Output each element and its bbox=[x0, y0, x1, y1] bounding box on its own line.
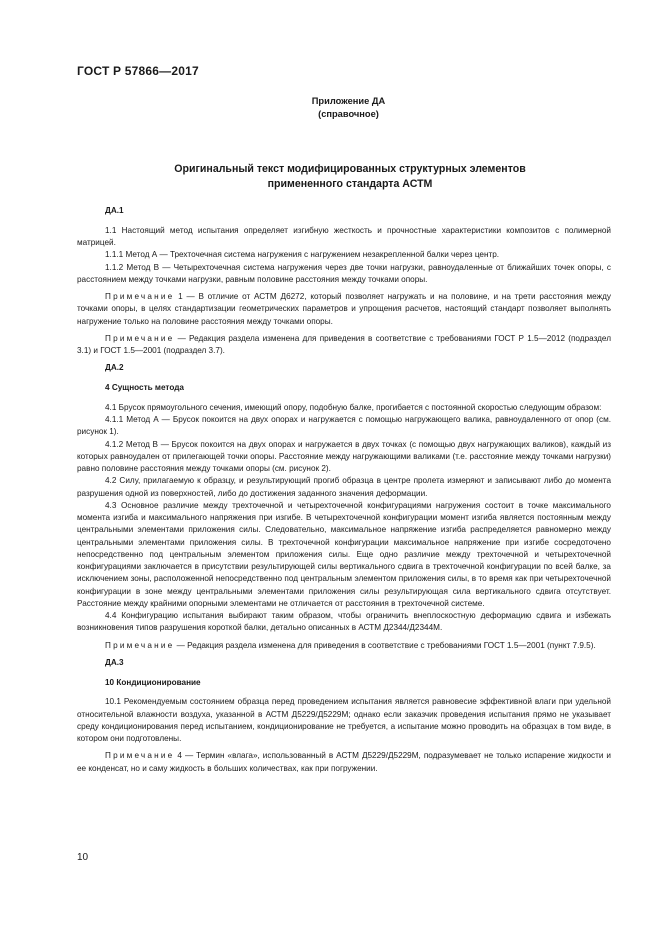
annex-kind: (справочное) bbox=[318, 109, 379, 119]
annex-title: Приложение ДА bbox=[311, 96, 386, 106]
note-4-text: 4 — Термин «влага», использованный в АСТМ Д5229/Д5229М, подразумевает не только испарение жидкости и ее конденсат, но и саму жидкость в больших количествах, как при погружении. bbox=[77, 751, 611, 773]
standard-header: ГОСТ Р 57866—2017 bbox=[77, 64, 199, 78]
note-3-text: — Редакция раздела изменена для приведения в соответствие с требованиями ГОСТ 1.5—2001 (пункт 7.9.5). bbox=[174, 640, 596, 650]
page-number: 10 bbox=[77, 852, 89, 863]
paragraph-1-1-2: 1.1.2 Метод В — Четырехточечная система нагружения через две точки нагрузки, равноудаленные от ближайших точек опоры, с расстоянием между точками нагрузки, равным половине расстояния между точками опоры. bbox=[77, 262, 611, 284]
note-1 bbox=[77, 291, 611, 328]
note-3-label: Примечание bbox=[105, 640, 175, 650]
paragraph-4-1: 4.1 Брусок прямоугольного сечения, имеющий опору, подобную балке, прогибается с постоянной скоростью следующим образом: bbox=[105, 402, 602, 412]
paragraph-4-4: 4.4 Конфигурацию испытания выбирают таким образом, чтобы ограничить внеплоскостную деформацию сдвига и избежать возникновения типов разрушения короткой балки, детально описанных в АСТМ Д2344/Д2344М. bbox=[77, 611, 611, 633]
section-da2: ДА.2 bbox=[105, 363, 124, 373]
paragraph-4-1-1: 4.1.1 Метод А — Брусок покоится на двух опорах и нагружается с помощью нагружающего валика, равноудаленного от опор (см. рисунок 1). bbox=[77, 415, 611, 437]
section-da3: ДА.3 bbox=[105, 657, 124, 667]
section-4-heading: 4 Сущность метода bbox=[105, 383, 184, 392]
note-2 bbox=[77, 333, 611, 358]
note-4-label: Примечание bbox=[105, 751, 175, 761]
paragraph-10-1: 10.1 Рекомендуемым состоянием образца перед проведением испытания является равновесие эффективной влаги при удельной относительной влажности воздуха, указанной в АСТМ Д5229/Д5229М; однако если заказчик проведения испытания прямо не указывает среду кондиционирования перед испытанием, кондиционирование не требуется, а испытание можно проводить на образцах в том виде, в котором они подготовлены. bbox=[77, 697, 611, 743]
paragraph-4-1-2: 4.1.2 Метод В — Брусок покоится на двух опорах и нагружается в двух точках (с помощью двух нагружающих валиков), каждый из которых равноудален от прилегающей точки опоры. Расстояние между нагружающими валиками (т.е. расстояние между точками нагрузки) равно половине расстояния между точками опоры (см. рисунок 2). bbox=[77, 439, 611, 473]
note-1-text: 1 — В отличие от АСТМ Д6272, который позволяет нагружать и на половине, и на трети расстояния между точками опоры, в целях стандартизации геометрических параметров и упрощения расчетов, настоящий стандарт позволяет выполнять нагружение только на половине расстояния между точками опоры. bbox=[77, 292, 611, 326]
note-4 bbox=[77, 750, 611, 775]
note-2-label: Примечание bbox=[105, 333, 175, 343]
document-body bbox=[77, 205, 611, 775]
paragraph-1-1-1: 1.1.1 Метод А — Трехточечная система нагружения с нагружением незакрепленной балки через центр. bbox=[105, 250, 500, 260]
section-10-heading: 10 Кондиционирование bbox=[105, 677, 201, 687]
section-da1: ДА.1 bbox=[105, 206, 124, 215]
paragraph-1-1: 1.1 Настоящий метод испытания определяет изгибную жесткость и прочностные характеристики композитов с полимерной матрицей. bbox=[77, 225, 611, 247]
paragraph-4-2: 4.2 Силу, прилагаемую к образцу, и результирующий прогиб образца в центре пролета измеряют и записывают либо до момента разрушения одной из поверхностей, либо до достижения заданного значения деформации. bbox=[77, 476, 611, 498]
document-title-line2: примененного стандарта АСТМ bbox=[267, 178, 433, 190]
note-2-text: — Редакция раздела изменена для приведения в соответствие с требованиями ГОСТ Р 1.5—2012 (подраздел 3.1) и ГОСТ 1.5—2001 (подраздел 3.7). bbox=[77, 333, 611, 355]
note-3 bbox=[77, 640, 611, 652]
document-title bbox=[40, 162, 660, 192]
paragraph-4-3: 4.3 Основное различие между трехточечной и четырехточечной конфигурациями нагружения состоит в точке максимального момента изгиба и максимального напряжения при изгибе. В четырехточечной конфигурации момент изгиба является постоянным между центральными элементами приложения силы. Следовательно, максимальное напряжение изгиба распределяется равномерно между центральными элементами приложения силы. В трехточечной конфигурации максимальное напряжение при изгибе сосредоточено непосредственно под центральным элементом приложения силы. Еще одно различие между трехточечной и четырехточечной конфигурациями заключается в присутствии результирующей силы вертикального сдвига в трехточечной конфигурации по всей балке, за исключением зоны, расположенной непосредственно под центральным элементом приложения силы, в то время как при четырехточечной конфигурации в зоне между центральными элементами приложения силы результирующая сила вертикального сдвига отсутствует. Расстояние между крайними опорными элементами не отличается от расстояния в трехточечной системе. bbox=[77, 500, 611, 608]
document-title-line1: Оригинальный текст модифицированных структурных элементов bbox=[174, 163, 526, 175]
note-1-label: Примечание bbox=[105, 292, 175, 301]
